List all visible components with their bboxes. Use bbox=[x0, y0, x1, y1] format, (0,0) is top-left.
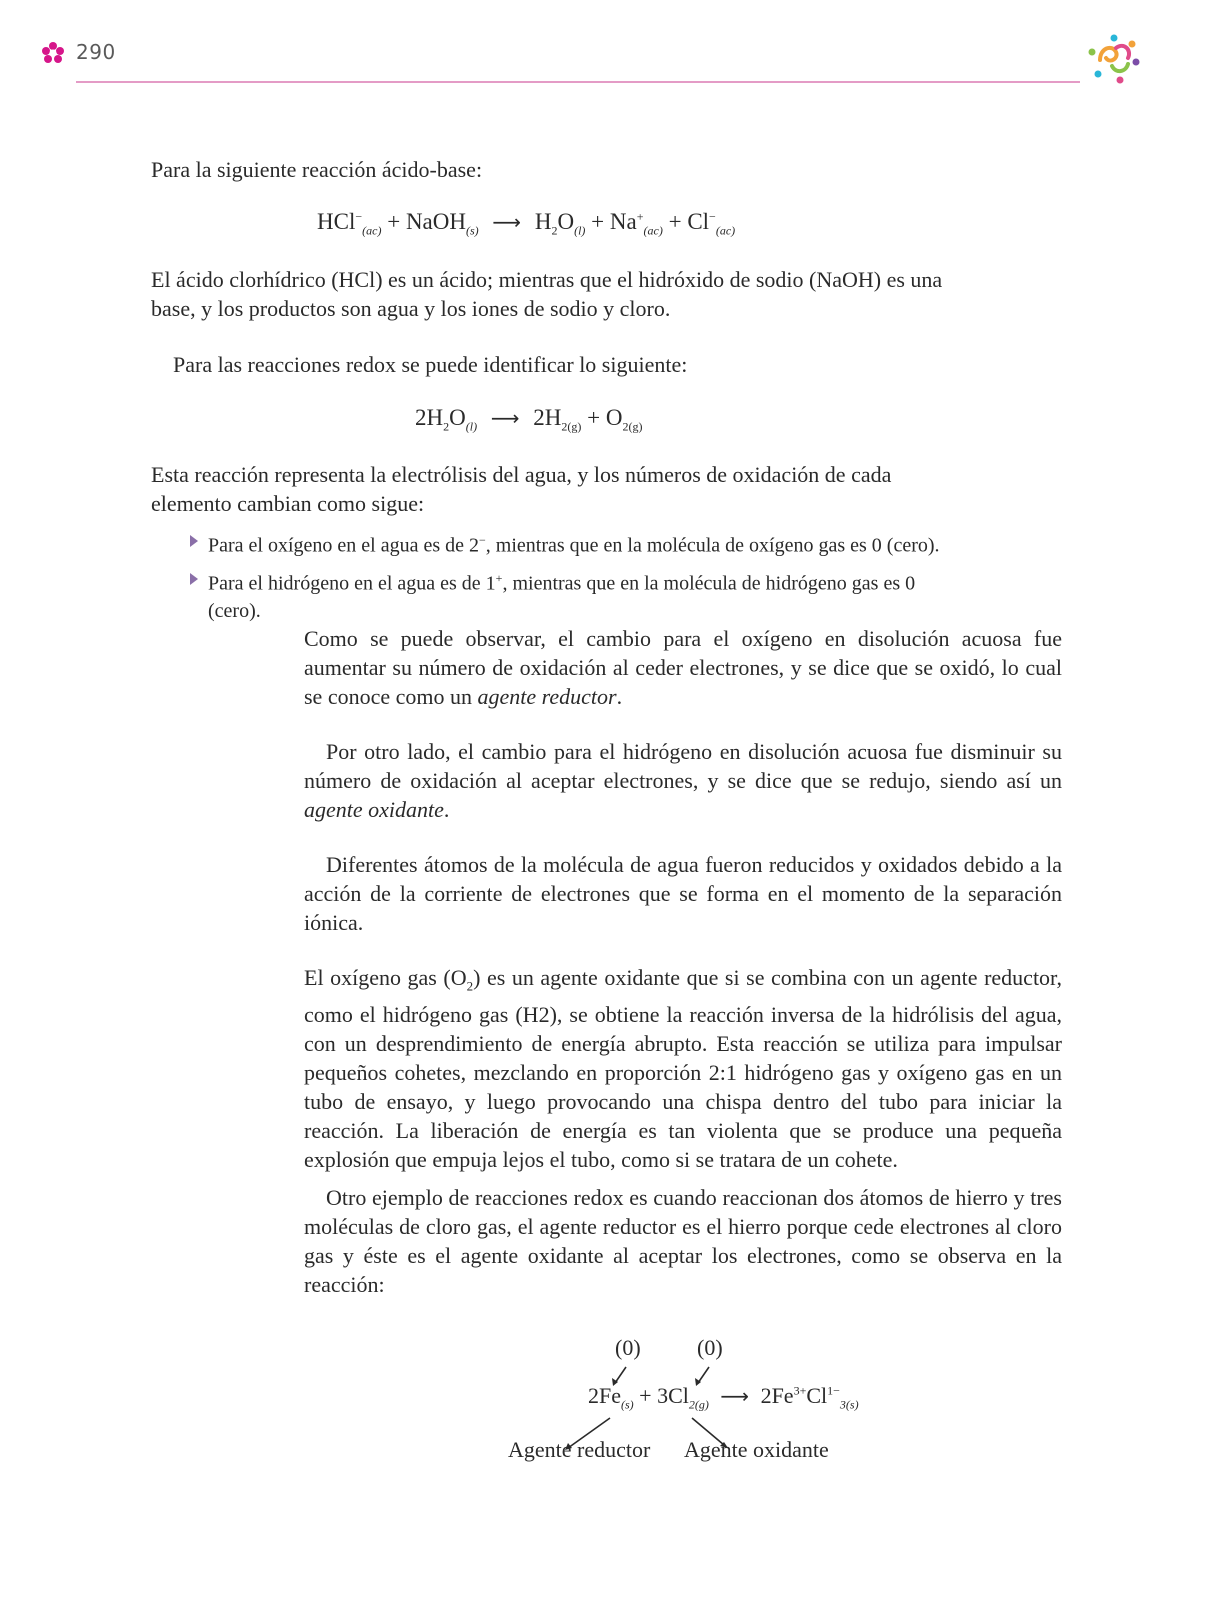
intro-paragraph: Para la siguiente reacción ácido-base: bbox=[151, 157, 483, 182]
reaction-arrow-icon: ⟶ bbox=[720, 1384, 750, 1408]
oxidation-state-fe: (0) bbox=[615, 1335, 641, 1360]
reaction-arrow-icon: ⟶ bbox=[490, 406, 520, 430]
electrolysis-equation: $2H_2O_{(l)}$ ⟶ $2H_{2(g)} + O_{2(g)}$ bbox=[415, 405, 643, 434]
oxidation-state-cl: (0) bbox=[697, 1335, 723, 1360]
list-item: Para el hidrógeno en el agua es de 1+, mientras que en la molécula de hidrógeno gas es 0 (cero). bbox=[186, 564, 956, 626]
arrow-line bbox=[615, 1367, 626, 1383]
acid-base-equation: HCl−$_{(ac)}$ + NaOH$_{(s)}$ ⟶ $H_2O_{(l)} + Na^+_{(ac)} + Cl^-_{(ac)}$ bbox=[317, 209, 736, 238]
hydrogen-paragraph: Por otro lado, el cambio para el hidrógeno en disolución acuosa fue disminuir su número de oxidación al aceptar electrones, y se dice que se redujo, siendo así un agente oxidante. bbox=[304, 739, 1062, 822]
header-rule bbox=[76, 81, 1080, 83]
oxidation-bullet-list bbox=[186, 526, 956, 629]
iron-chlorine-reaction-diagram bbox=[500, 1335, 960, 1495]
diagram-arrows bbox=[500, 1345, 960, 1495]
oxygen-gas-paragraph: El oxígeno gas $(O_2)$ es un agente oxidante que si se combina con un agente reductor, como el hidrógeno gas (H2), se obtiene la reacción inversa de la hidrólisis del agua, con un desprendimiento de energía abrupto. Esta reacción se utiliza para impulsar pequeños cohetes, mezclando en proporción 2:1 hidrógeno gas y oxígeno gas en un tubo de ensayo, y luego provocando una chispa dentro del tubo para iniciar la reacción. La liberación de energía es tan violenta que se produce una pequeña explosión que empuja lejos el tubo, como si se tratara de un cohete. bbox=[304, 965, 1062, 1173]
iron-paragraph: Otro ejemplo de reacciones redox es cuando reaccionan dos átomos de hierro y tres moléculas de cloro gas, el agente reductor es el hierro porque cede electrones al cloro gas y éste es el agente oxidante al aceptar los electrones, como se observa en la reacción: bbox=[304, 1185, 1062, 1297]
list-item: Para el oxígeno en el agua es de 2−, mientras que en la molécula de oxígeno gas es 0 (cero). bbox=[186, 526, 956, 560]
redox-intro-paragraph: Para las reacciones redox se puede identificar lo siguiente: bbox=[173, 352, 688, 377]
reducing-agent-label: Agente reductor bbox=[508, 1437, 651, 1462]
reaction-arrow-icon: ⟶ bbox=[492, 210, 522, 234]
arrow-line bbox=[698, 1367, 709, 1383]
electrolysis-paragraph: Esta reacción representa la electrólisis del agua, y los números de oxidación de cada elemento cambian como sigue: bbox=[151, 462, 892, 516]
page-header bbox=[0, 0, 1214, 100]
oxygen-paragraph: Como se puede observar, el cambio para el oxígeno en disolución acuosa fue aumentar su número de oxidación al ceder electrones, y se dice que se oxidó, lo cual se conoce como un agente reductor. bbox=[304, 626, 1062, 709]
triangle-bullet-icon bbox=[190, 573, 198, 585]
atoms-paragraph: Diferentes átomos de la molécula de agua fueron reducidos y oxidados debido a la acción de la corriente de electrones que se forma en el momento de la separación iónica. bbox=[304, 852, 1062, 935]
triangle-bullet-icon bbox=[190, 535, 198, 547]
oxidizing-agent-label: Agente oxidante bbox=[684, 1437, 829, 1462]
acid-paragraph: El ácido clorhídrico (HCl) es un ácido; mientras que el hidróxido de sodio (NaOH) es una base, y los productos son agua y los iones de sodio y cloro. bbox=[151, 267, 943, 321]
iron-reaction-equation: $2Fe_{(s)} + 3Cl_{2(g)}$ ⟶ $2Fe^{3+}Cl^{1-}_{3(s)}$ bbox=[588, 1383, 859, 1412]
sun-logo-icon bbox=[1086, 30, 1142, 86]
page-number: 290 bbox=[76, 40, 116, 64]
flower-icon bbox=[40, 40, 66, 66]
